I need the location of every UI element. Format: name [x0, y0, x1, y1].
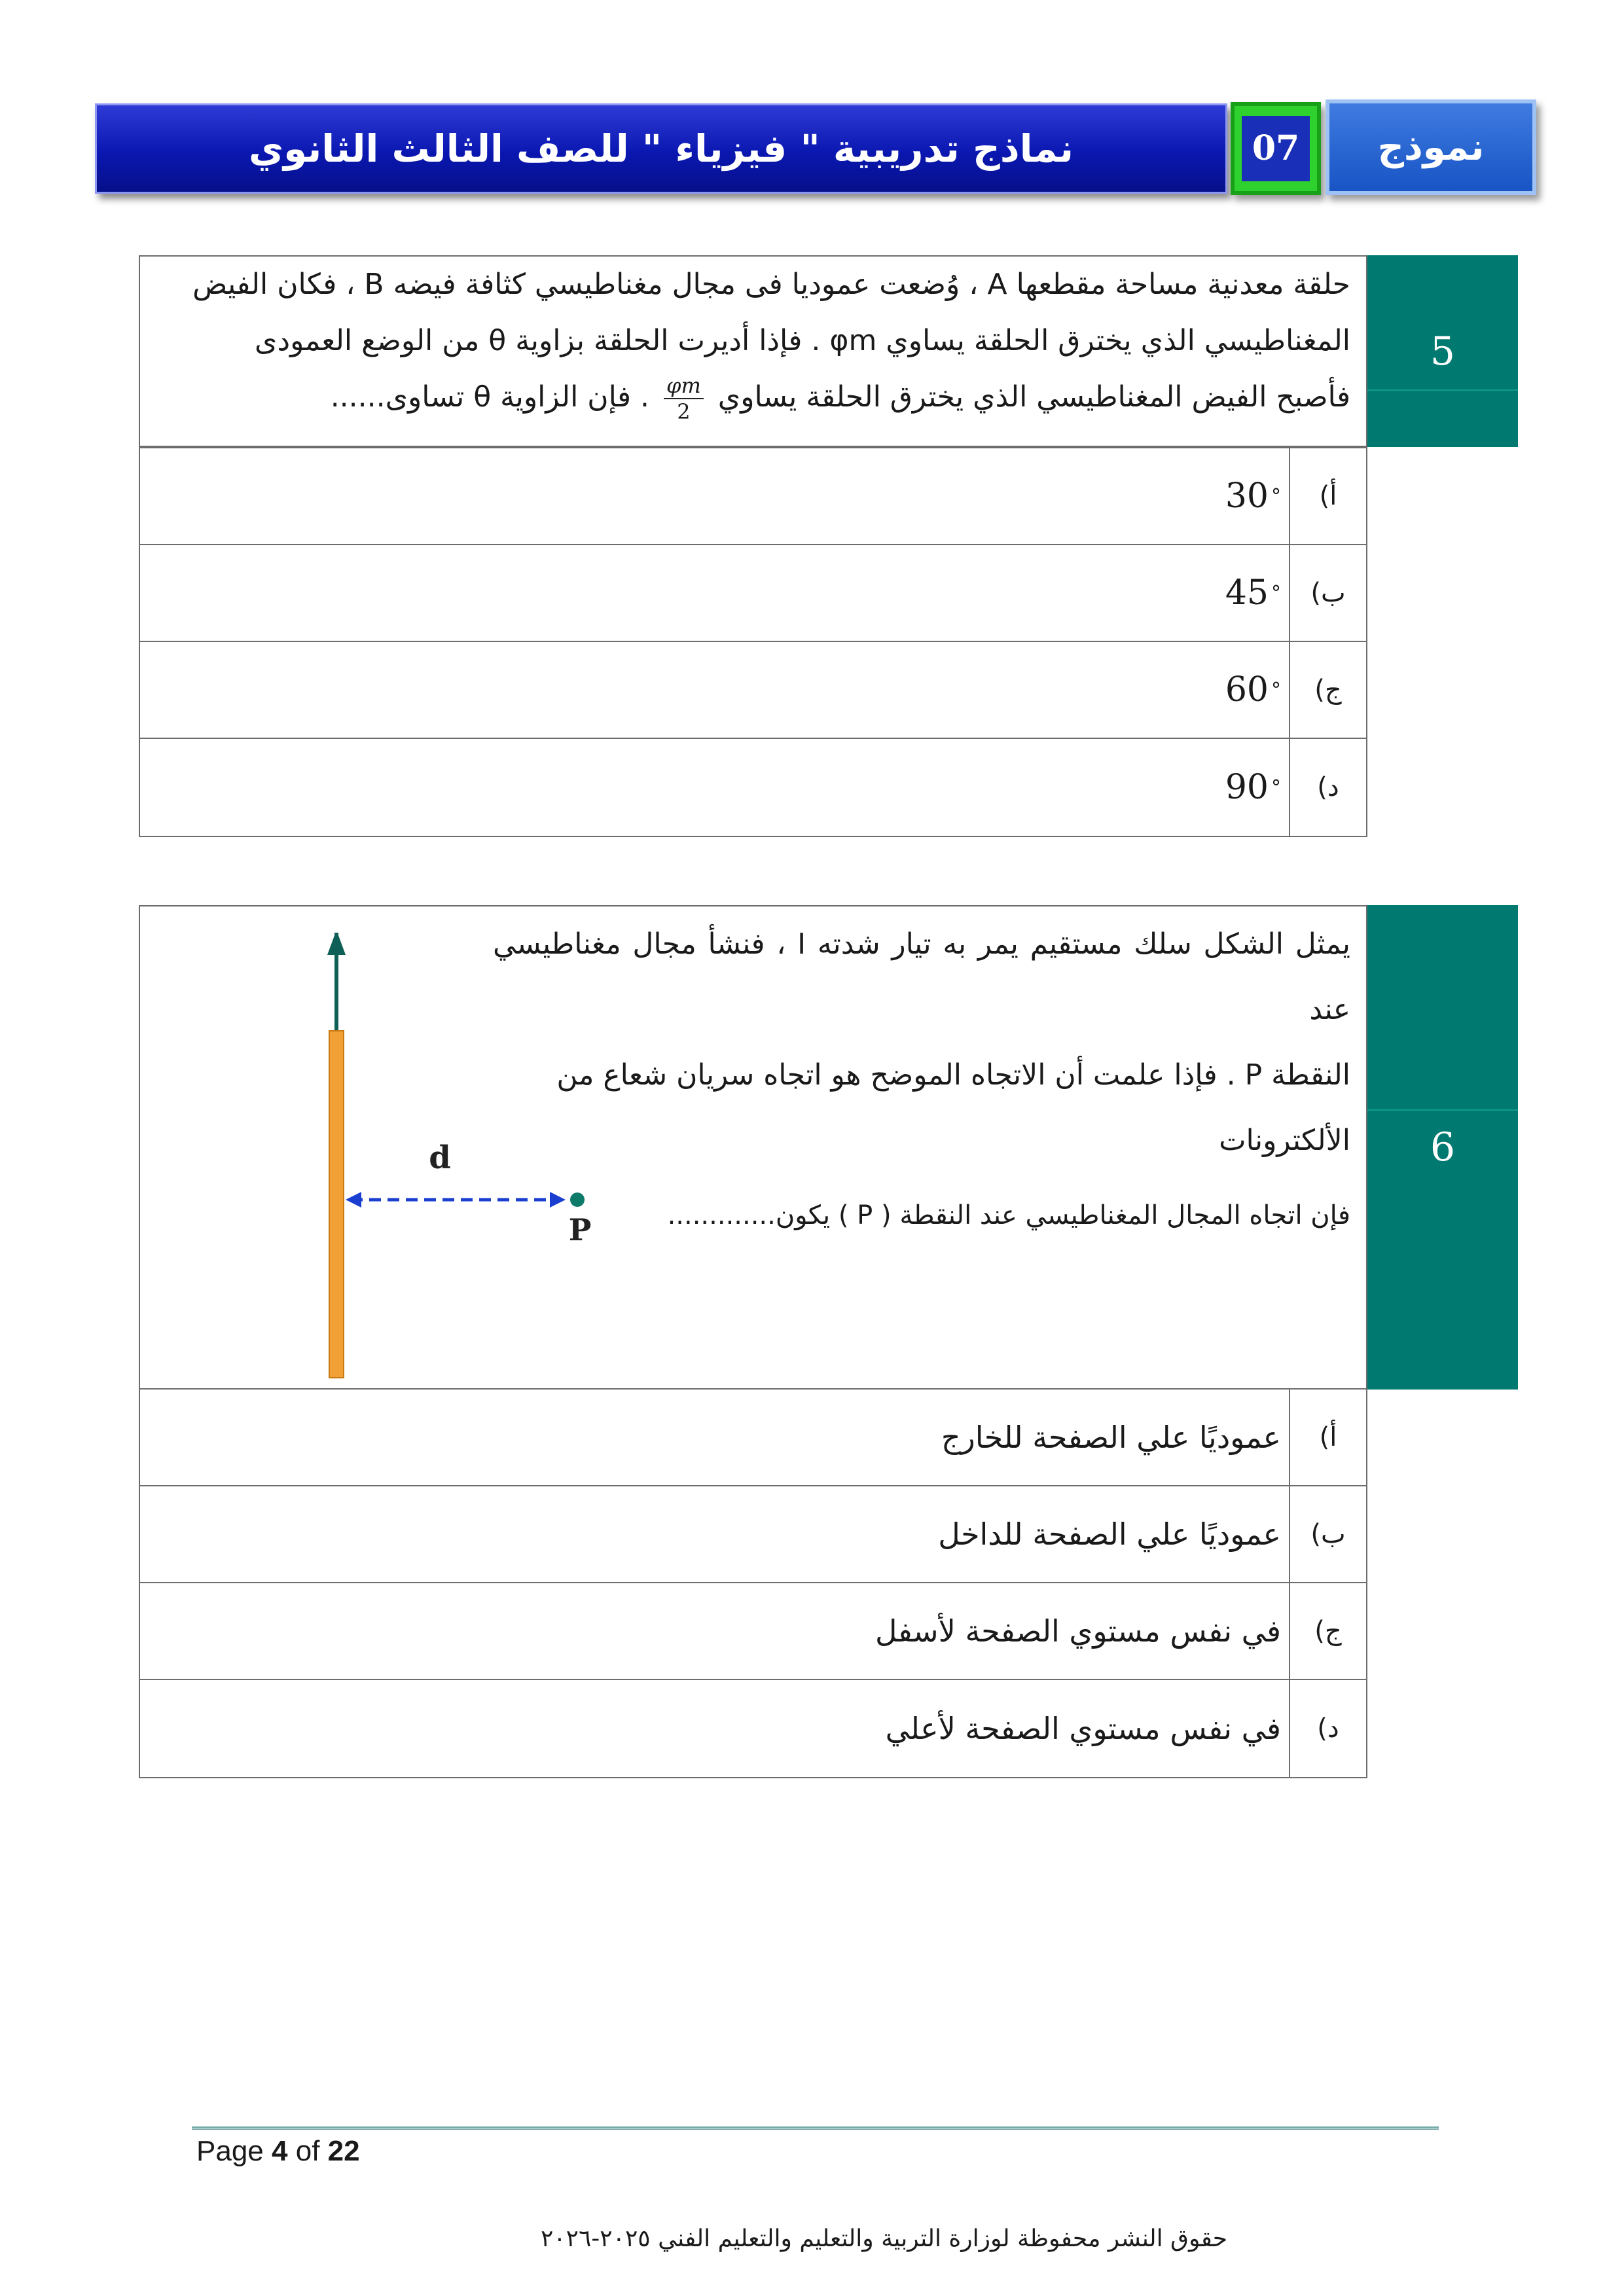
page-title-text: نماذج تدريبية " فيزياء " للصف الثالث الثانوي: [248, 126, 1074, 171]
option-label: ب): [1289, 545, 1366, 641]
page-title: [95, 103, 1227, 194]
model-label-badge: [1326, 99, 1536, 195]
wire-field-diagram: [179, 933, 611, 1384]
straight-wire: [329, 1031, 344, 1378]
question-5-text: [139, 255, 1367, 447]
option-value: [1225, 448, 1281, 544]
footer-divider: [192, 2126, 1439, 2130]
option-label: أ): [1289, 448, 1366, 544]
question-5-number-divider: [1367, 389, 1518, 391]
question-6-option-d[interactable]: [139, 1679, 1367, 1778]
distance-label: d: [429, 1139, 451, 1176]
option-label: ج): [1289, 1583, 1366, 1679]
option-number: 60: [1225, 670, 1269, 709]
distance-arrow-left-head-icon: [346, 1192, 361, 1208]
option-label: د): [1289, 1680, 1366, 1777]
option-value: [1225, 642, 1281, 738]
degree-sign: °: [1271, 678, 1281, 702]
question-6-stem: [493, 912, 1350, 1248]
degree-sign: °: [1271, 776, 1281, 799]
option-value: [1225, 739, 1281, 836]
question-6-line-1: يمثل الشكل سلك مستقيم يمر به تيار شدته I ، فنشأ مجال مغناطيسي عند: [493, 927, 1350, 1026]
page-current: 4: [272, 2135, 288, 2167]
question-5-option-b[interactable]: [139, 544, 1367, 642]
question-5-option-d[interactable]: [139, 738, 1367, 837]
option-value: في نفس مستوي الصفحة لأسفل: [875, 1613, 1281, 1649]
question-5-option-a[interactable]: [139, 447, 1367, 545]
fraction-denominator: 2: [677, 399, 691, 424]
question-number-text: 6: [1430, 1124, 1456, 1170]
degree-sign: °: [1271, 484, 1281, 508]
option-label: د): [1289, 739, 1366, 836]
question-5-line-1: حلقة معدنية مساحة مقطعها A ، وُضعت عموديا فى مجال مغناطيسي كثافة فيضه B ، فكان الفيض: [192, 268, 1350, 301]
option-label: ب): [1289, 1486, 1366, 1582]
question-5-line-2: المغناطيسي الذي يخترق الحلقة يساوي φm . فإذا أديرت الحلقة بزاوية θ من الوضع العمودى: [255, 324, 1350, 357]
current-arrow-head-icon: [327, 933, 346, 955]
question-5-number: [1367, 255, 1518, 447]
degree-sign: °: [1271, 581, 1281, 605]
question-6-text: [139, 905, 1367, 1390]
option-value: في نفس مستوي الصفحة لأعلي: [885, 1711, 1281, 1746]
point-p-label: P: [568, 1212, 592, 1247]
phi-over-two-fraction: [664, 373, 704, 424]
page-of: of: [295, 2135, 320, 2167]
question-6-line-4: فإن اتجاه المجال المغناطيسي عند النقطة ( P ) يكون.............: [667, 1200, 1350, 1230]
point-p-dot: [570, 1193, 585, 1207]
page-total: 22: [327, 2135, 360, 2167]
question-6-option-c[interactable]: [139, 1582, 1367, 1680]
page-word: Page: [196, 2135, 264, 2167]
question-6-option-b[interactable]: [139, 1485, 1367, 1583]
model-number: 07: [1242, 116, 1310, 181]
question-6-line-3: الألكترونات: [1219, 1124, 1350, 1157]
question-5-line-3-a: فأصبح الفيض المغناطيسي الذي يخترق الحلقة يساوي: [717, 380, 1350, 414]
option-value: عموديًا علي الصفحة للداخل: [938, 1516, 1281, 1552]
option-value: [1225, 545, 1281, 641]
option-number: 45: [1225, 573, 1269, 613]
distance-arrow-right-head-icon: [550, 1192, 566, 1208]
question-5-line-3-b: . فإن الزاوية θ تساوى......: [330, 380, 650, 414]
question-6-line-2: النقطة P . فإذا علمت أن الاتجاه الموضح هو اتجاه سريان شعاع من: [556, 1058, 1350, 1092]
model-number-badge: [1231, 102, 1321, 195]
question-number-text: 5: [1430, 328, 1456, 374]
option-number: 30: [1225, 476, 1269, 516]
fraction-numerator: φm: [664, 373, 704, 399]
option-value: عموديًا علي الصفحة للخارج: [941, 1420, 1281, 1455]
option-label: أ): [1289, 1390, 1366, 1485]
question-5-option-c[interactable]: [139, 641, 1367, 739]
question-5-line-3: [156, 369, 1350, 425]
copyright-notice: حقوق النشر محفوظة لوزارة التربية والتعليم والتعليم الفني ٢٠٢٥-٢٠٢٦: [540, 2225, 1228, 2252]
option-label: ج): [1289, 642, 1366, 738]
page-counter: [196, 2135, 360, 2168]
option-number: 90: [1225, 768, 1269, 807]
question-6-number-divider: [1367, 1109, 1518, 1111]
question-6-number: [1367, 905, 1518, 1390]
model-label: نموذج: [1377, 126, 1485, 169]
question-6-option-a[interactable]: [139, 1388, 1367, 1486]
